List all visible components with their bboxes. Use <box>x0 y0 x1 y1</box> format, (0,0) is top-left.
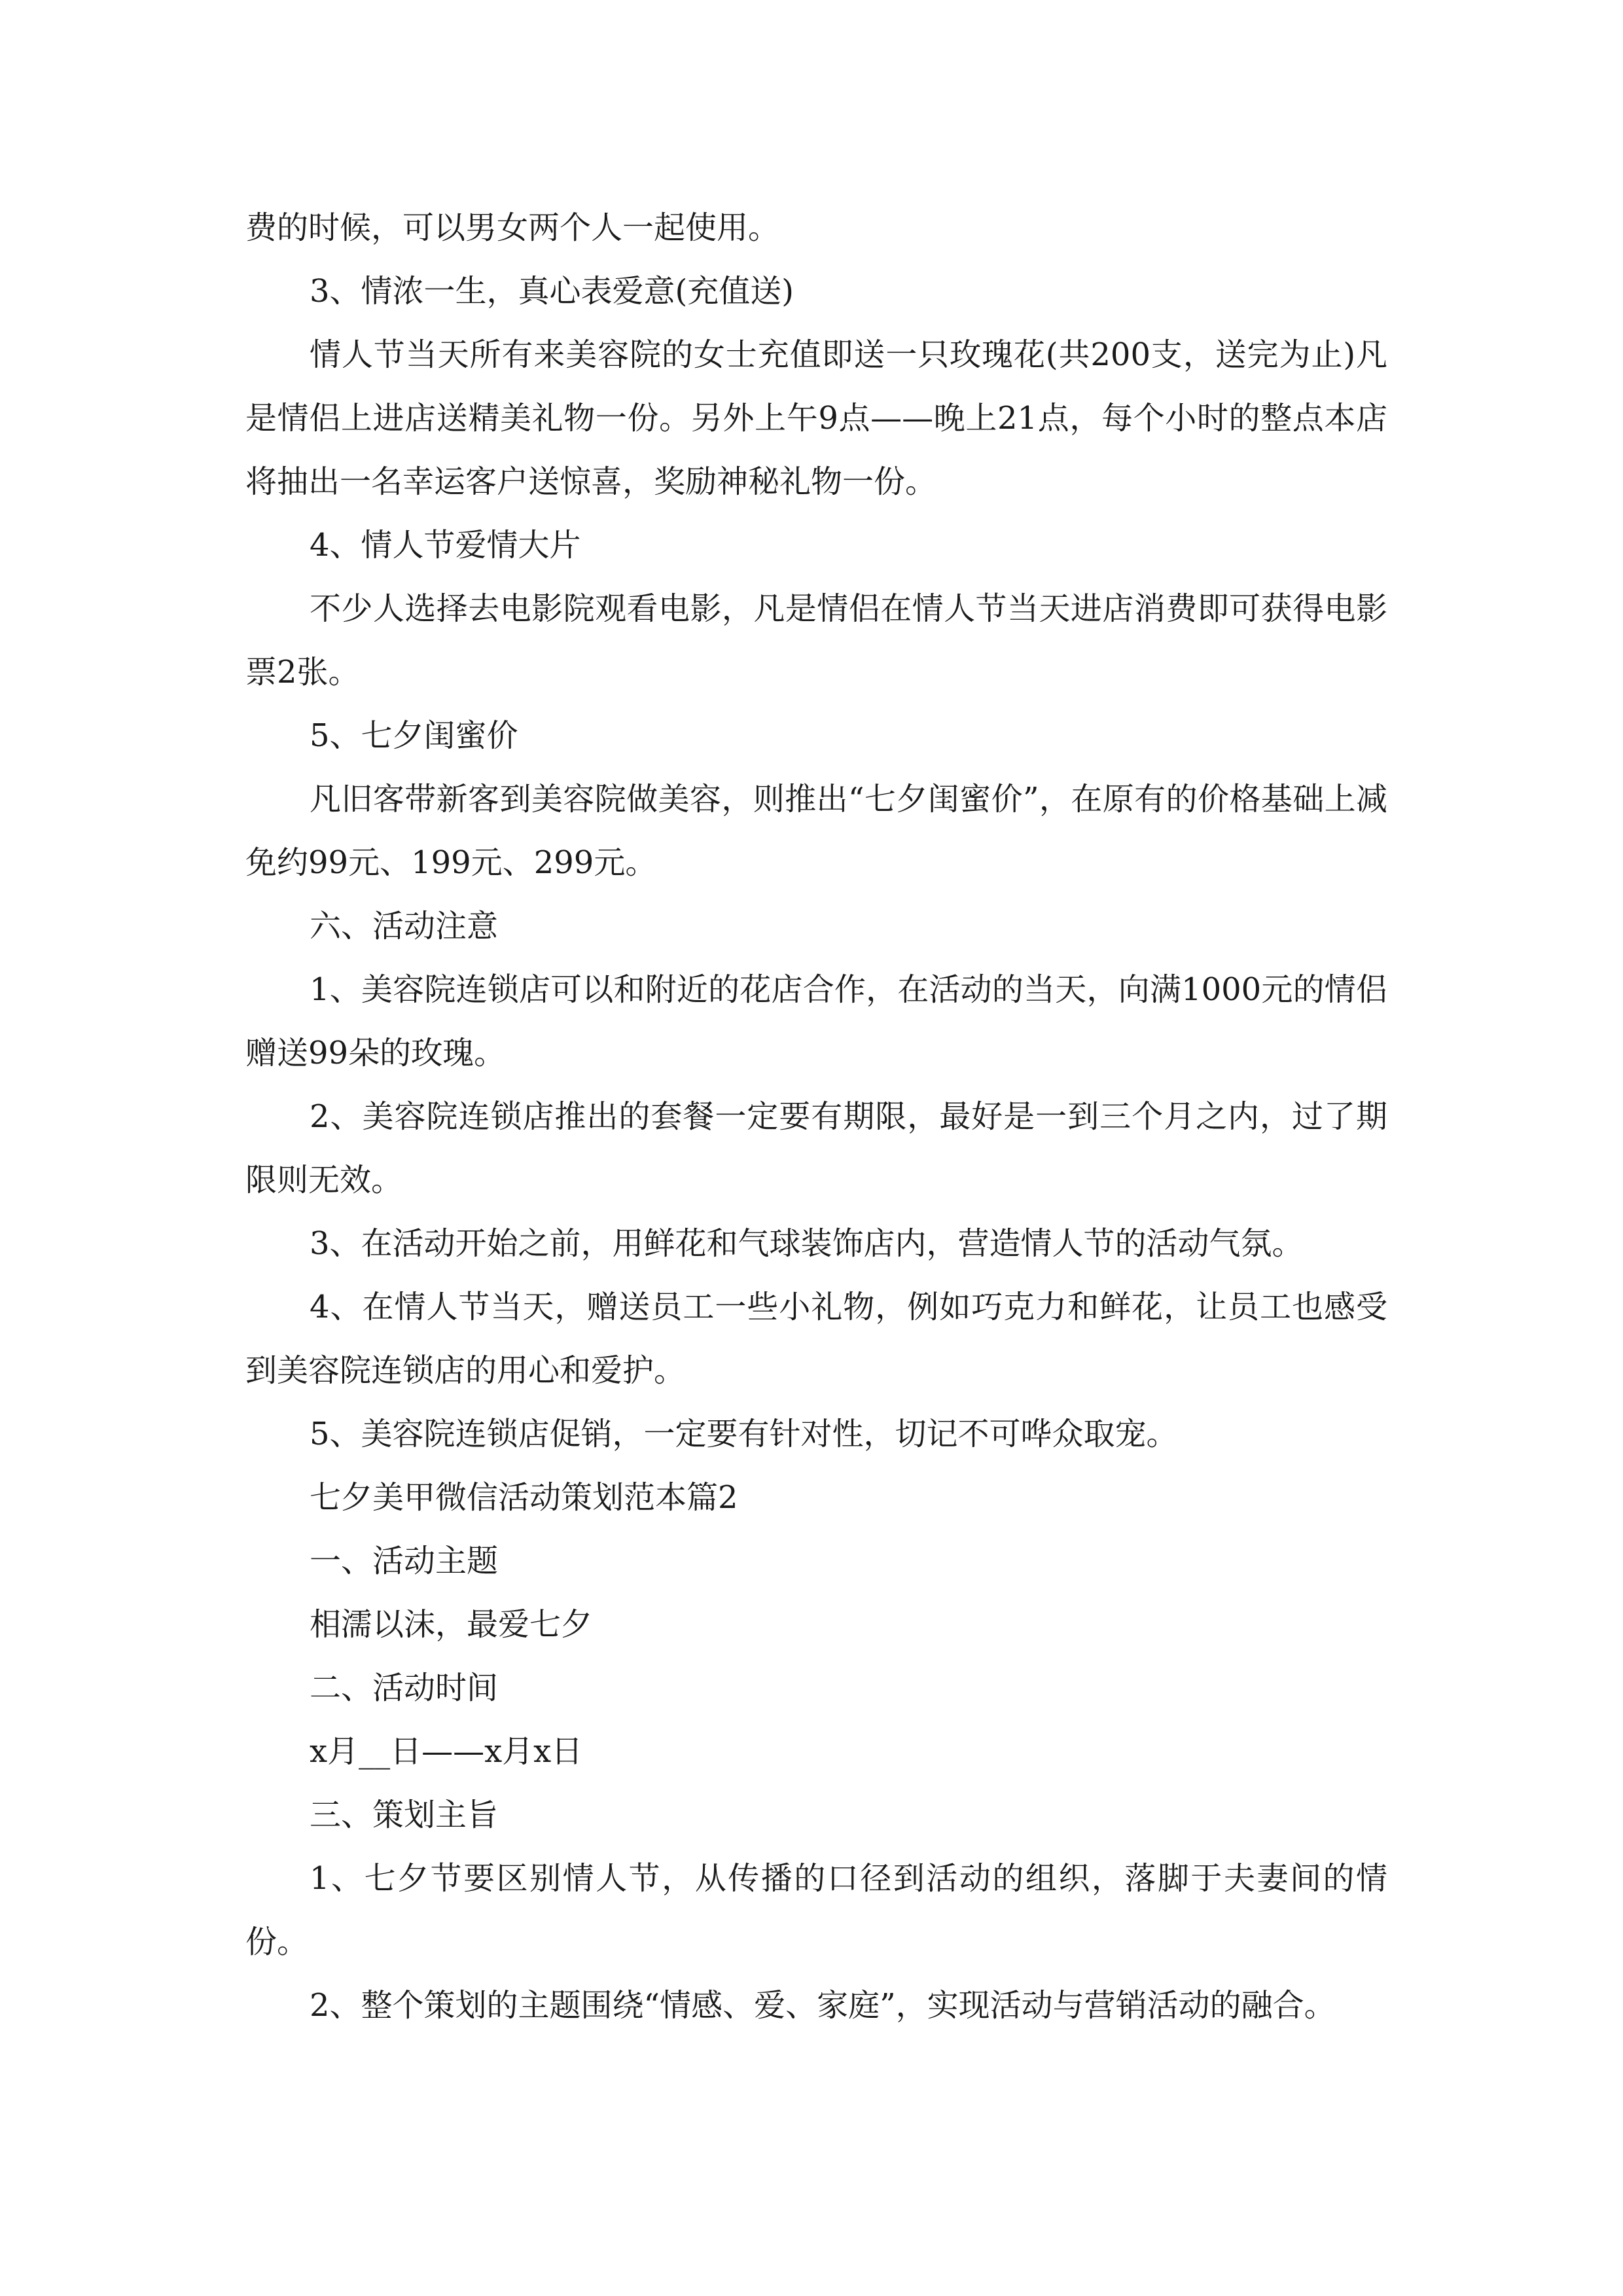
document-body <box>245 196 1387 2037</box>
paragraph-recharge-gift: 情人节当天所有来美容院的女士充值即送一只玫瑰花(共200支，送完为止)凡是情侣上进店送精美礼物一份。另外上午9点——晚上21点，每个小时的整点本店将抽出一名幸运客户送惊喜，奖励神秘礼物一份。 <box>245 336 1387 500</box>
purpose-item-1: 1、七夕节要区别情人节，从传播的口径到活动的组织，落脚于夫妻间的情份。 <box>245 1860 1387 1960</box>
purpose-item-2: 2、整个策划的主题围绕“情感、爱、家庭”，实现活动与营销活动的融合。 <box>310 1987 1336 2024</box>
time-text: x月__日——x月x日 <box>310 1733 583 1770</box>
section-heading-theme: 一、活动主题 <box>310 1543 499 1579</box>
paragraph-movie-tickets: 不少人选择去电影院观看电影，凡是情侣在情人节当天进店消费即可获得电影票2张。 <box>245 590 1387 691</box>
note-item-3: 3、在活动开始之前，用鲜花和气球装饰店内，营造情人节的活动气氛。 <box>310 1225 1304 1262</box>
heading-item-4: 4、情人节爱情大片 <box>310 527 581 564</box>
section-heading-time: 二、活动时间 <box>310 1670 499 1706</box>
note-item-4: 4、在情人节当天，赠送员工一些小礼物，例如巧克力和鲜花，让员工也感受到美容院连锁店的用心和爱护。 <box>245 1289 1387 1389</box>
paragraph-bestie-price: 凡旧客带新客到美容院做美容，则推出“七夕闺蜜价”，在原有的价格基础上减免约99元、199元、299元。 <box>245 781 1387 881</box>
note-item-5: 5、美容院连锁店促销，一定要有针对性，切记不可哗众取宠。 <box>310 1416 1178 1452</box>
theme-text: 相濡以沫，最爱七夕 <box>310 1606 593 1643</box>
heading-item-5: 5、七夕闺蜜价 <box>310 717 518 754</box>
section-heading-notes: 六、活动注意 <box>310 908 499 944</box>
note-item-2: 2、美容院连锁店推出的套餐一定要有期限，最好是一到三个月之内，过了期限则无效。 <box>245 1098 1387 1198</box>
article-title-2: 七夕美甲微信活动策划范本篇2 <box>310 1479 738 1516</box>
note-item-1: 1、美容院连锁店可以和附近的花店合作，在活动的当天，向满1000元的情侣赠送99朵的玫瑰。 <box>245 971 1387 1071</box>
paragraph-continuation: 费的时候，可以男女两个人一起使用。 <box>245 209 780 246</box>
heading-item-3: 3、情浓一生，真心表爱意(充值送) <box>310 273 794 310</box>
section-heading-purpose: 三、策划主旨 <box>310 1797 499 1833</box>
